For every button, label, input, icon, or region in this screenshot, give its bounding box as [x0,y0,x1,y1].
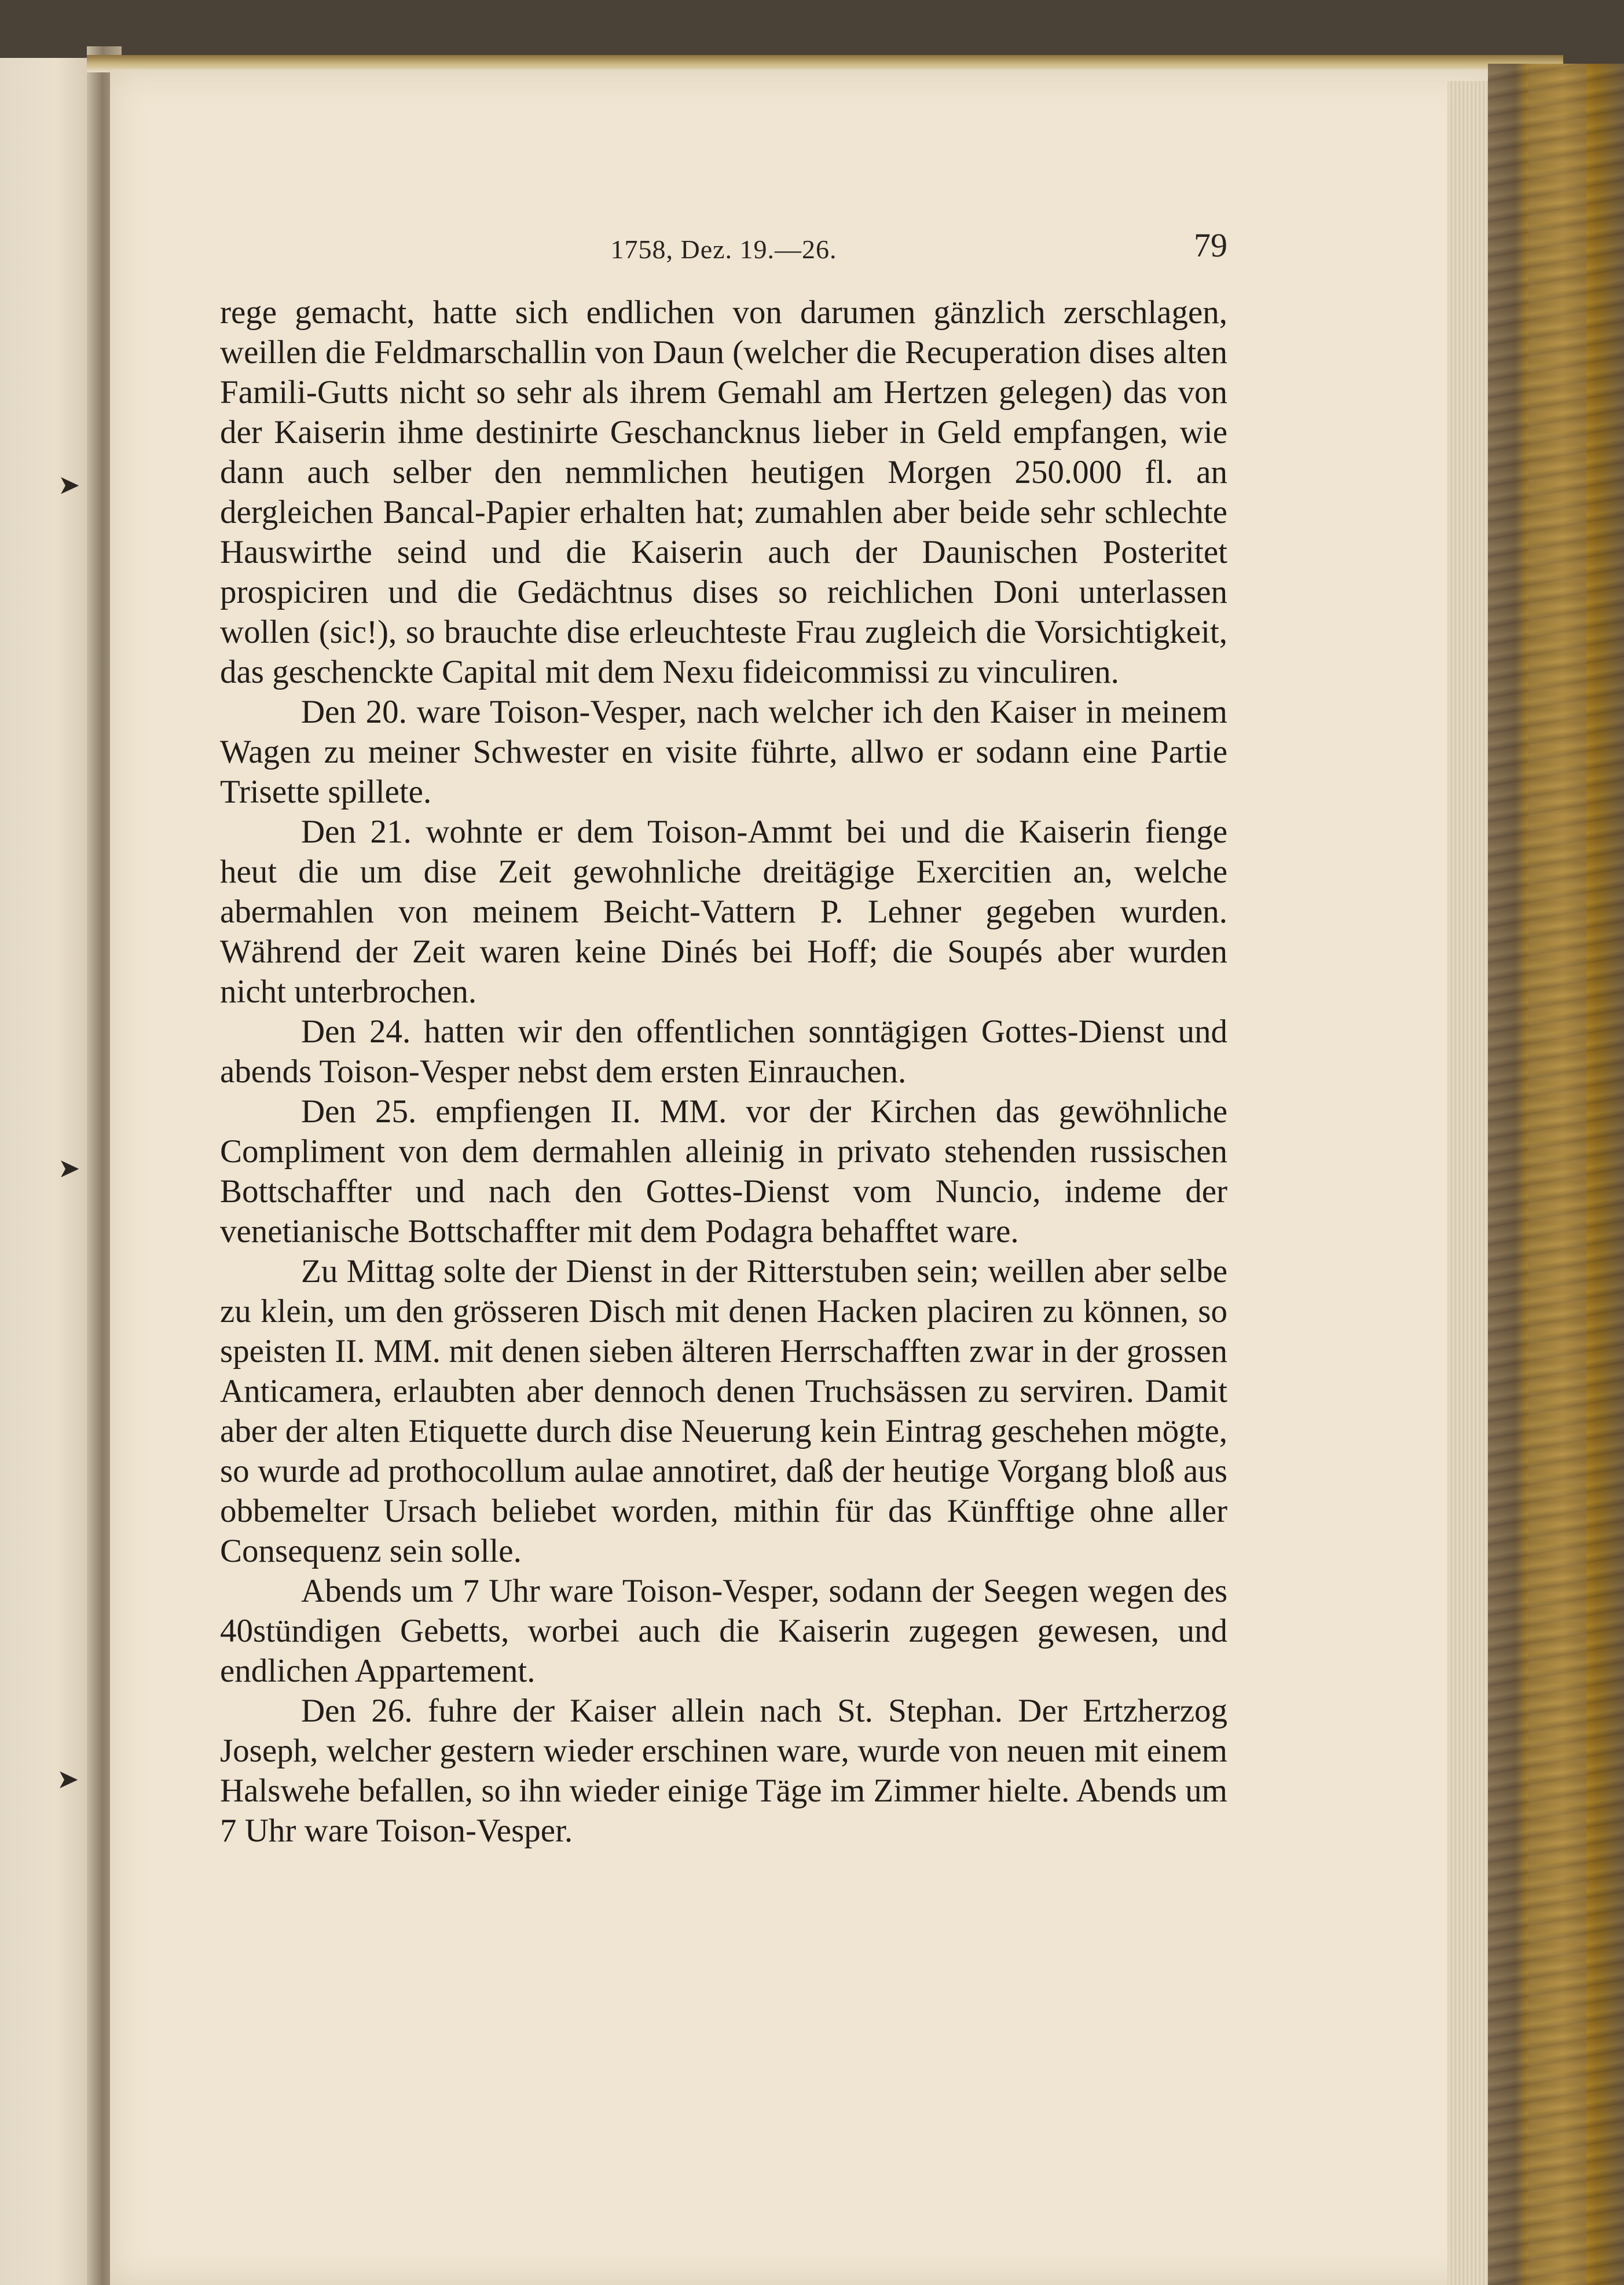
margin-arrow-icon: ➤ [58,470,80,500]
margin-arrow-icon: ➤ [57,1764,79,1794]
paragraph: Den 26. fuhre der Kaiser allein nach St. Stephan. Der Ertzherzog Joseph, welcher gestern wieder erschinen ware, wurde von neuen mit einem Halswehe befallen, so ihn wieder einige Täge im Zimmer hielte. Abends um 7 Uhr ware Toison-Vesper. [220,1693,1227,1849]
running-head: 1758, Dez. 19.—26. [610,235,837,264]
margin-arrow-icon: ➤ [58,1154,80,1183]
paragraph: Den 20. ware Toison-Vesper, nach welcher ich den Kaiser in meinem Wagen zu meiner Schwester en visite führte, allwo er sodann eine Partie Trisette spillete. [220,694,1227,810]
paragraph: Den 25. empfiengen II. MM. vor der Kirchen das gewöhnliche Compliment von dem dermahlen alleinig in privato stehenden russischen Bottschaffter und nach den Gottes-Dienst vom Nuncio, indeme der venetianische Bottschaffter mit dem Podagra behafftet ware. [220,1093,1227,1250]
page-header [220,226,1227,272]
paragraph: Den 21. wohnte er dem Toison-Ammt bei und die Kaiserin fienge heut die um dise Zeit gewohnliche dreitägige Exercitien an, welche abermahlen von meinem Beicht-Vattern P. Lehner gegeben wurden. Während der Zeit waren keine Dinés bei Hoff; die Soupés aber wurden nicht unterbrochen. [220,814,1227,1010]
page-stack-edge [1447,81,1494,2285]
page-number: 79 [1194,226,1227,264]
body-text [220,292,1227,1851]
paragraph: Abends um 7 Uhr ware Toison-Vesper, sodann der Seegen wegen des 40stündigen Gebetts, worbei auch die Kaiserin zugegen gewesen, und endlichen Appartement. [220,1573,1227,1689]
paragraph: Den 24. hatten wir den offentlichen sonntägigen Gottes-Dienst und abends Toison-Vesper nebst dem ersten Einrauchen. [220,1013,1227,1090]
paragraph: rege gemacht, hatte sich endlichen von darumen gänzlich zerschlagen, weillen die Feldmarschallin von Daun (welcher die Recuperation dises alten Famili-Gutts nicht so sehr als ihrem Gemahl am Hertzen gelegen) das von der Kaiserin ihme destinirte Geschancknus lieber in Geld empfangen, wie dann auch selber den nemmlichen heutigen Morgen 250.000 fl. an dergleichen Bancal-Papier erhalten hat; zumahlen aber beide sehr schlechte Hauswirthe seind und die Kaiserin auch der Daunischen Posteritet prospiciren und die Gedächtnus dises so reichlichen Doni unterlassen wollen (sic!), so brauchte dise erleuchteste Frau zugleich die Vorsichtigkeit, das geschenckte Capital mit dem Nexu fideicommissi zu vinculiren. [220,294,1227,690]
paragraph: Zu Mittag solte der Dienst in der Ritterstuben sein; weillen aber selbe zu klein, um den grösseren Disch mit denen Hacken placiren zu können, so speisten II. MM. mit denen sieben älteren Herrschafften zwar in der grossen Anticamera, erlaubten aber dennoch denen Truchsässen zu serviren. Damit aber der alten Etiquette durch dise Neuerung kein Eintrag geschehen mögte, so wurde ad prothocollum aulae annotiret, daß der heutige Vorgang bloß aus obbemelter Ursach beliebet worden, mithin für das Künfftige ohne aller Consequenz sein solle. [220,1253,1227,1569]
spine-cloth-texture [1528,64,1586,2285]
